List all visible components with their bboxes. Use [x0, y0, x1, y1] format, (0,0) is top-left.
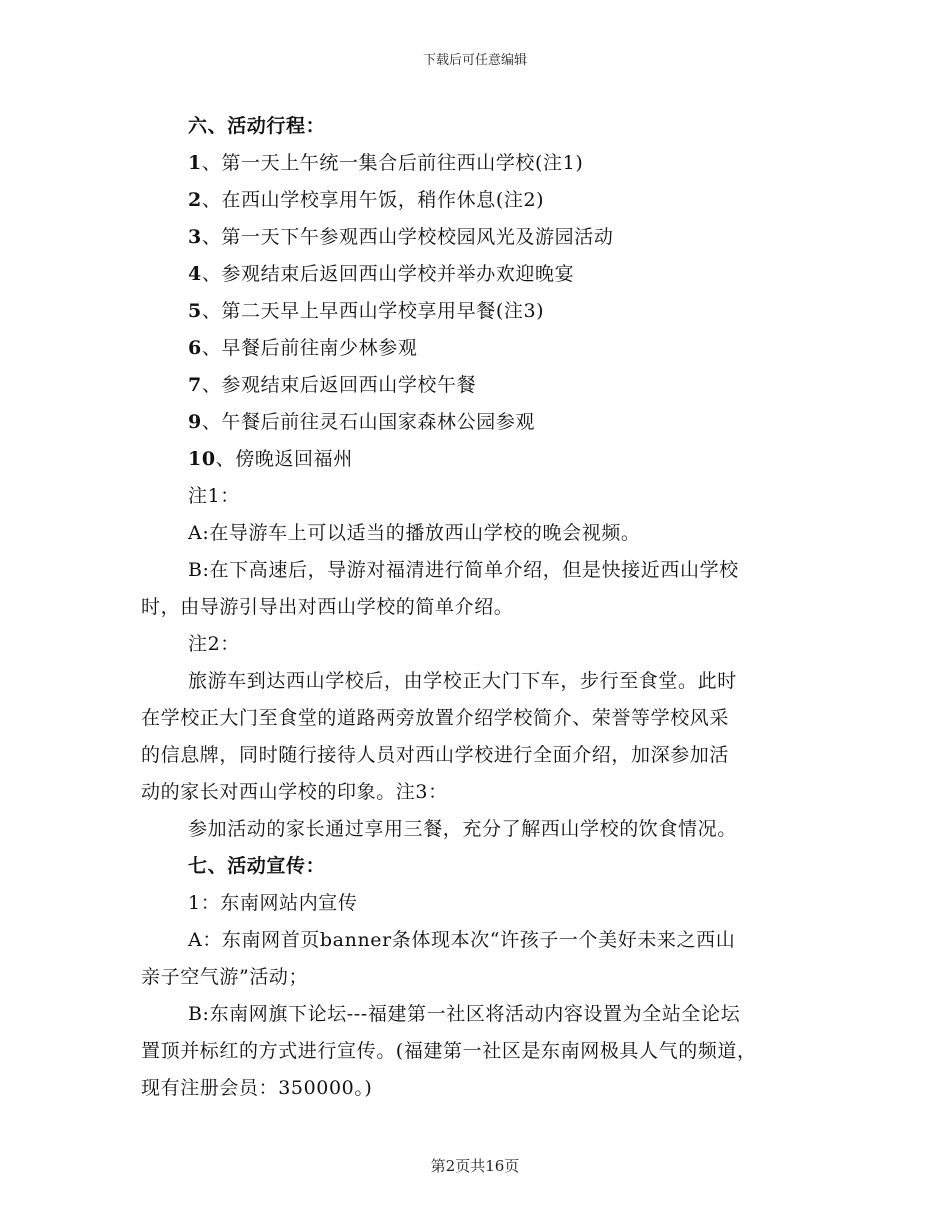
item-text: 、参观结束后返回西山学校并举办欢迎晚宴 [201, 263, 575, 285]
item-number: 10 [188, 448, 216, 470]
item-text: 、在西山学校享用午饭，稍作休息(注2) [201, 189, 545, 211]
itinerary-item [141, 441, 841, 478]
paragraph-line: 亲子空气游”活动； [141, 966, 309, 988]
item-number: 7 [188, 374, 202, 396]
paragraph-line: A：东南网首页banner条体现本次“许孩子一个美好未来之西山 [188, 929, 736, 951]
item-text: 、早餐后前往南少林参观 [201, 337, 418, 359]
section-7-sub-1: 1：东南网站内宣传 [188, 892, 358, 914]
item-text: 、参观结束后返回西山学校午餐 [201, 374, 477, 396]
paragraph-line: 在学校正大门至食堂的道路两旁放置介绍学校简介、荣誉等学校风采 [141, 707, 730, 729]
paragraph-line: 现有注册会员：350000。) [141, 1077, 373, 1099]
note-3-body: 参加活动的家长通过享用三餐，充分了解西山学校的饮食情况。 [188, 818, 737, 840]
item-text: 、第一天下午参观西山学校校园风光及游园活动 [201, 226, 614, 248]
itinerary-item [141, 182, 841, 219]
itinerary-item [141, 219, 841, 256]
itinerary-item [141, 293, 841, 330]
item-text: 、傍晚返回福州 [215, 448, 353, 470]
section-7-b [141, 996, 841, 1107]
item-number: 3 [188, 226, 202, 248]
itinerary-item [141, 404, 841, 441]
section-7-title: 七、活动宣传： [188, 855, 326, 877]
paragraph-line: 的信息牌，同时随行接待人员对西山学校进行全面介绍，加深参加活 [141, 744, 730, 766]
note-2-body [141, 663, 841, 811]
itinerary-item [141, 256, 841, 293]
page-header: 下载后可任意编辑 [422, 53, 527, 68]
item-number: 6 [188, 337, 202, 359]
note-1-a: A:在导游车上可以适当的播放西山学校的晚会视频。 [188, 522, 641, 544]
item-number: 1 [188, 152, 202, 174]
paragraph-line: 旅游车到达西山学校后，由学校正大门下车，步行至食堂。此时 [188, 670, 737, 692]
paragraph-line: 时，由导游引导出对西山学校的简单介绍。 [141, 596, 514, 618]
paragraph-line: B:东南网旗下论坛---福建第一社区将活动内容设置为全站全论坛 [188, 1003, 741, 1025]
item-number: 9 [188, 411, 202, 433]
itinerary-item [141, 367, 841, 404]
itinerary-item [141, 145, 841, 182]
paragraph-line: 置顶并标红的方式进行宣传。(福建第一社区是东南网极具人气的频道， [141, 1040, 757, 1062]
itinerary-item [141, 330, 841, 367]
item-number: 4 [188, 263, 202, 285]
paragraph-line: B:在下高速后，导游对福清进行简单介绍，但是快接近西山学校 [188, 559, 739, 581]
item-number: 2 [188, 189, 202, 211]
note-1-b [141, 552, 841, 626]
item-text: 、午餐后前往灵石山国家森林公园参观 [201, 411, 536, 433]
paragraph-line: 动的家长对西山学校的印象。注3： [141, 781, 448, 803]
document-body [141, 108, 841, 1107]
note-2-title: 注2： [188, 633, 240, 655]
item-text: 、第二天早上早西山学校享用早餐(注3) [201, 300, 545, 322]
section-7-a [141, 922, 841, 996]
note-1-title: 注1： [188, 485, 240, 507]
page-footer: 第2页共16页 [430, 1157, 520, 1175]
item-text: 、第一天上午统一集合后前往西山学校(注1) [201, 152, 584, 174]
section-6-title: 六、活动行程： [188, 115, 326, 137]
item-number: 5 [188, 300, 202, 322]
